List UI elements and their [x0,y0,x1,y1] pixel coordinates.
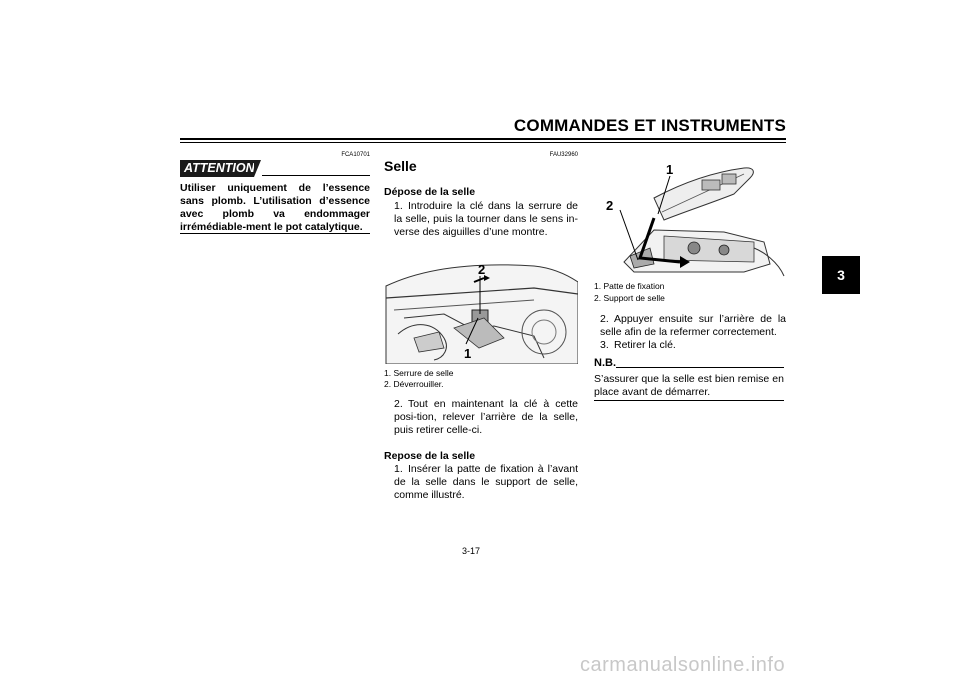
page-number: 3-17 [462,546,481,556]
figure2-caption-1: 1. Patte de fixation [594,281,665,291]
figure1-callout-1: 1 [464,346,472,361]
attention-text: Utiliser uniquement de l’essence sans plomb. L’utilisation d’essence avec plomb va endommager irrémédiable-ment le pot catalytique. [180,182,370,233]
removal-step-1: 1. Introduire la clé dans la serrure de la selle, puis la tourner dans le sens in-verse des aiguilles d’une montre. [394,200,578,238]
attention-rule [262,175,370,176]
seat-bracket-illustration [594,152,786,280]
seat-lock-illustration [384,248,578,364]
figure2-caption-2: 2. Support de selle [594,293,665,303]
header-rule-thin [180,142,786,143]
figure1-caption-1: 1. Serrure de selle [384,368,454,378]
removal-heading: Dépose de la selle [384,186,476,198]
figure2-callout-1: 1 [666,162,674,177]
figure1-caption-2: 2. Déverrouiller. [384,379,444,389]
install-step-3: 3. Retirer la clé. [600,339,676,351]
attention-bottom-rule [180,233,370,234]
page-header-title: COMMANDES ET INSTRUMENTS [513,116,786,135]
note-bottom-rule [594,400,784,401]
attention-label: ATTENTION [180,160,254,177]
removal-step-2: 2. Tout en maintenant la clé à cette posi-tion, relever l’arrière de la selle, puis retirer celle-ci. [394,398,578,436]
install-step-2: 2. Appuyer ensuite sur l’arrière de la selle afin de la refermer correctement. [600,313,786,338]
figure2-callout-2: 2 [606,198,614,213]
install-step-1: 1. Insérer la patte de fixation à l’avant de la selle dans le support de selle, comme illustré. [394,463,578,501]
header-rule [180,138,786,140]
reference-code: FCA10701 [341,152,370,158]
note-text: S’assurer que la selle est bien remise en place avant de démarrer. [594,373,784,398]
watermark: carmanualsonline.info [580,654,786,676]
install-heading: Repose de la selle [384,450,476,462]
note-label: N.B. [594,357,616,369]
section-title: Selle [384,158,417,174]
chapter-tab: 3 [822,256,860,294]
reference-code: FAU32960 [549,152,578,158]
figure1-callout-2: 2 [478,262,486,277]
note-rule [616,367,784,368]
